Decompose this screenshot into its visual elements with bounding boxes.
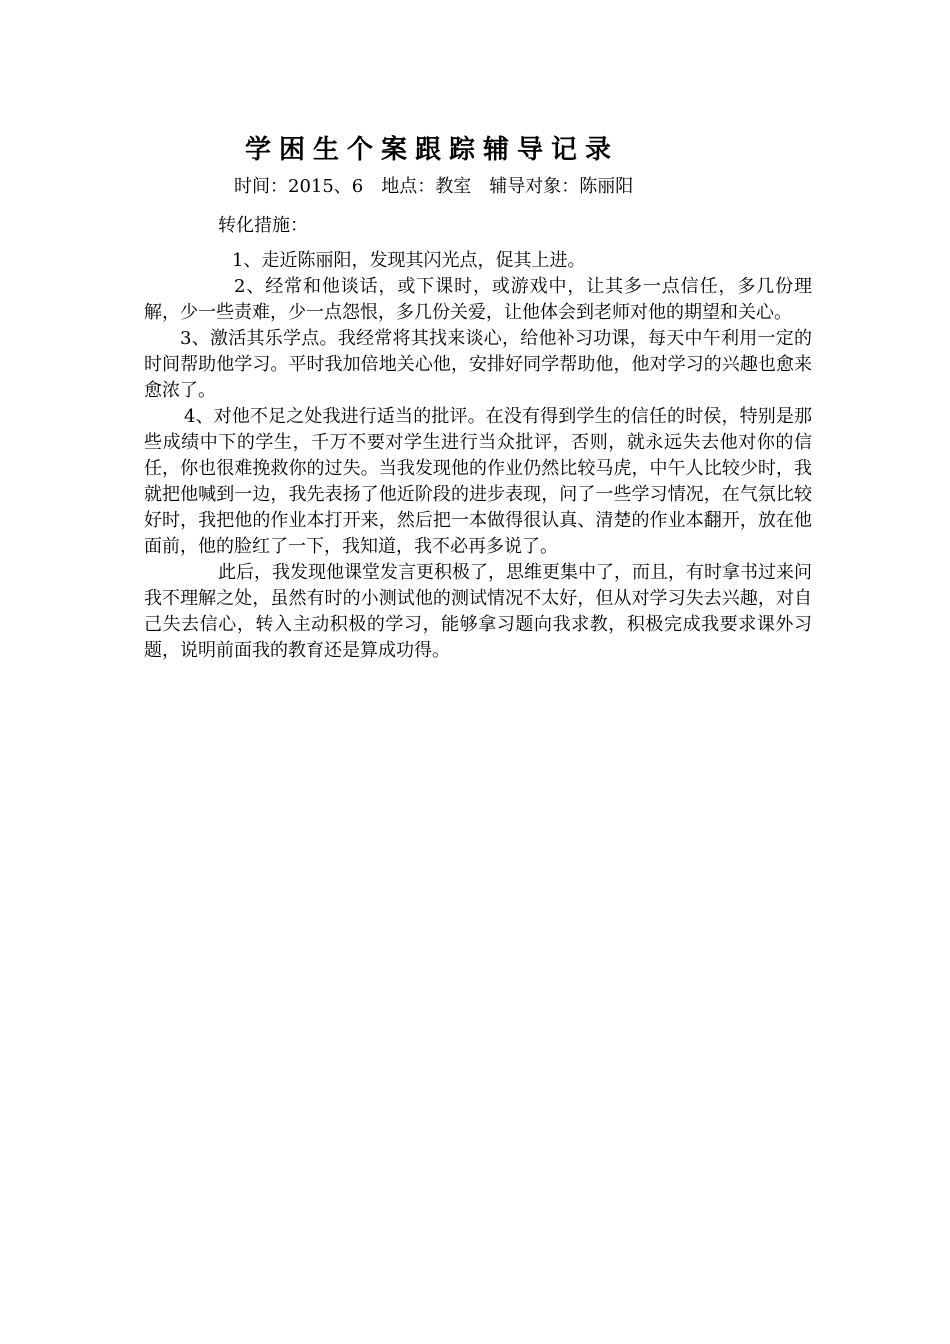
paragraph-measure-1: 1、走近陈丽阳，发现其闪光点，促其上进。 [232,250,586,271]
paragraph-measure-3: 3、激活其乐学点。我经常将其找来谈心，给他补习功课，每天中午利用一定的时间帮助他学习。平时我加倍地关心他，安排好同学帮助他，他对学习的兴趣也愈来愈浓了。 [144,328,812,401]
page-title: 学困生个案跟踪辅导记录 [245,135,620,165]
record-body [144,248,812,664]
paragraph-measure-2: 2、经常和他谈话，或下课时，或游戏中，让其多一点信任，多几份理解，少一些责难，少一点怨恨，多几份关爱，让他体会到老师对他的期望和关心。 [144,276,812,323]
paragraph-conclusion: 此后，我发现他课堂发言更积极了，思维更集中了，而且，有时拿书过来问我不理解之处，虽然有时的小测试他的测试情况不太好，但从对学习失去兴趣，对自己失去信心，转入主动积极的学习，能够拿习题向我求教，积极完成我要求课外习题，说明前面我的教育还是算成功得。 [144,562,812,661]
measures-heading: 转化措施： [218,215,308,236]
paragraph-measure-4: 4、对他不足之处我进行适当的批评。在没有得到学生的信任的时侯，特别是那些成绩中下的学生，千万不要对学生进行当众批评，否则，就永远失去他对你的信任，你也很难挽救你的过失。当我发现他的作业仍然比较马虎，中午人比较少时，我就把他喊到一边，我先表扬了他近阶段的进步表现，问了一些学习情况，在气氛比较好时，我把他的作业本打开来，然后把一本做得很认真、清楚的作业本翻开，放在他面前，他的脸红了一下，我知道，我不必再多说了。 [144,406,812,557]
record-meta-line: 时间：2015、6 地点：教室 辅导对象：陈丽阳 [234,176,634,197]
